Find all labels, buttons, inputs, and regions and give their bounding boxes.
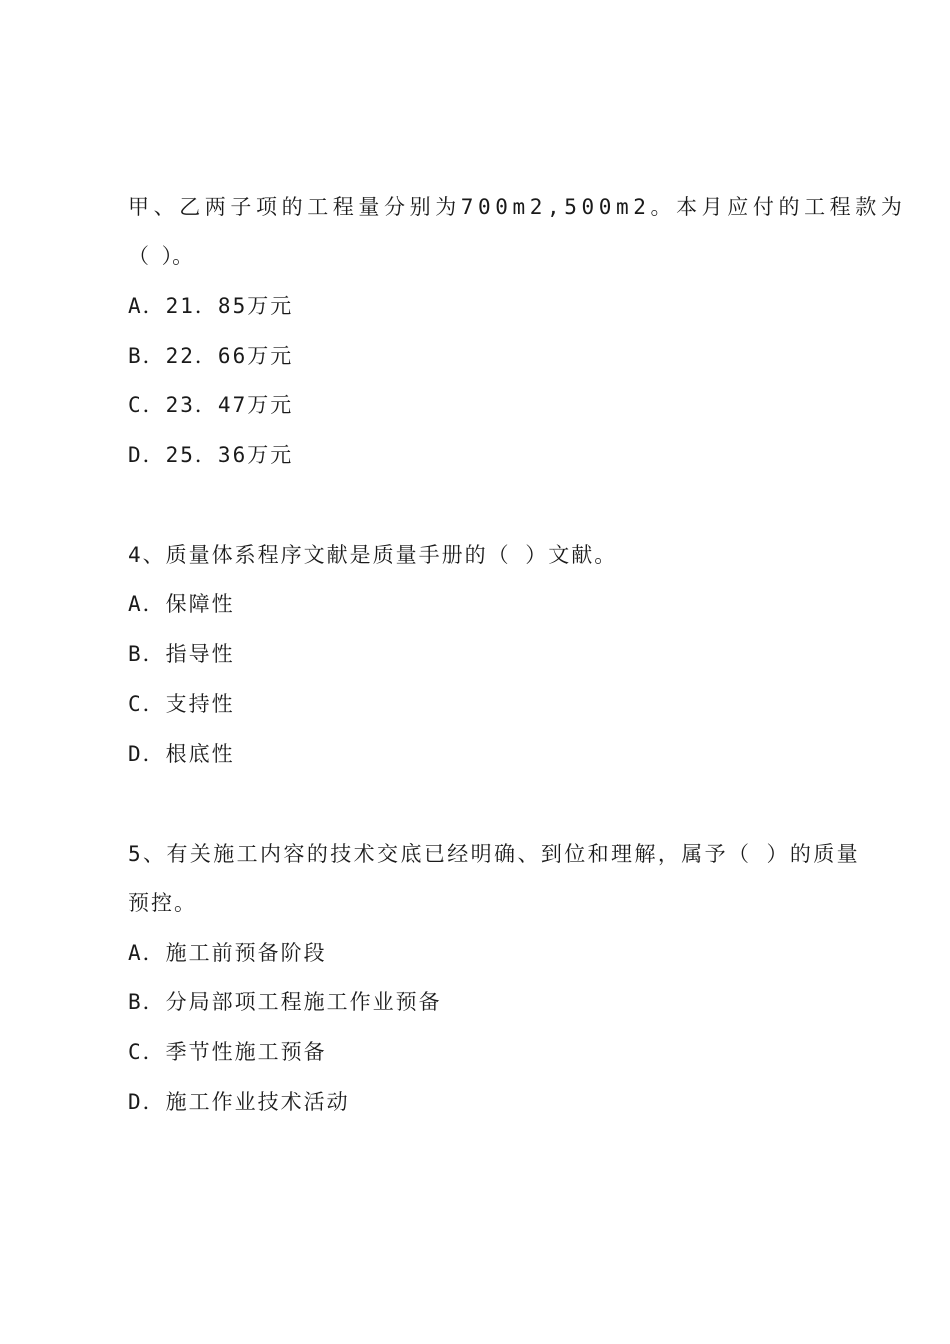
question-4-option-a: A．保障性 [128, 592, 235, 616]
question-5-option-a: A．施工前预备阶段 [128, 941, 327, 965]
question-3-stem-line-1: 甲、乙两子项的工程量分别为700m2,500m2。本月应付的工程款为 [128, 195, 907, 219]
question-3-option-d: D．25．36万元 [128, 443, 294, 467]
question-5-stem-line-2: 预控。 [128, 891, 197, 915]
question-5-option-c: C．季节性施工预备 [128, 1040, 327, 1064]
question-3-option-a: A．21．85万元 [128, 294, 294, 318]
question-4-stem: 4、质量体系程序文献是质量手册的（ ）文献。 [128, 543, 618, 567]
question-4-option-d: D．根底性 [128, 742, 235, 766]
question-5-option-b: B．分局部项工程施工作业预备 [128, 990, 442, 1014]
question-3-option-b: B．22．66万元 [128, 344, 294, 368]
question-4-option-c: C．支持性 [128, 692, 235, 716]
question-5-stem-line-1: 5、有关施工内容的技术交底已经明确、到位和理解，属予（ ）的质量 [128, 842, 861, 866]
question-4-option-b: B．指导性 [128, 642, 235, 666]
question-3-option-c: C．23．47万元 [128, 393, 294, 417]
question-3-stem-line-2: （ ）。 [128, 244, 194, 268]
question-5-option-d: D．施工作业技术活动 [128, 1090, 350, 1114]
